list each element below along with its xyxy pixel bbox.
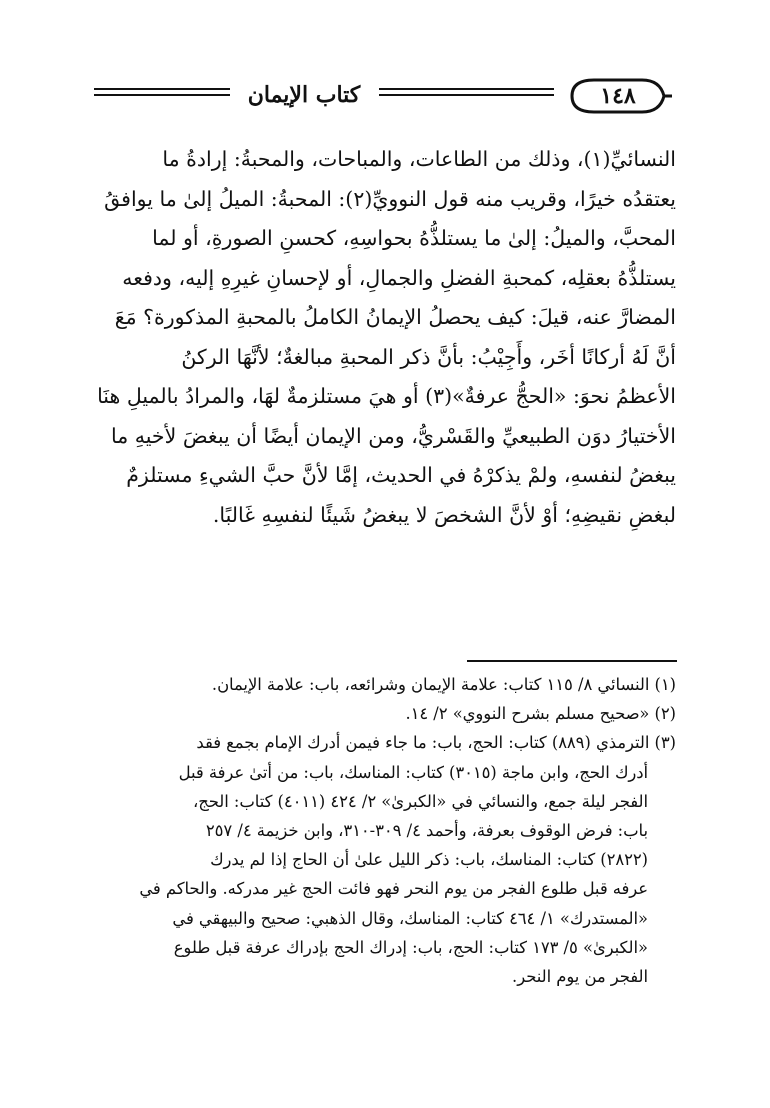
footnote-3: (٣) الترمذي (٨٨٩) كتاب: الحج، باب: ما جاء فيمن أدرك الإمام بجمع فقد [196,733,676,753]
header-rule [379,94,554,96]
footnote-3-continued: الفجر من يوم النحر. [512,966,648,986]
footnote-1: (١) النسائي ٨/ ١١٥ كتاب: علامة الإيمان وشرائعه، باب: علامة الإيمان. [211,675,676,694]
footnote-2: (٢) «صحيح مسلم بشرح النووي» ٢/ ١٤. [405,704,676,724]
footnote-3-continued: «الكبرىٰ» ٥/ ١٧٣ كتاب: الحج، باب: إدراك الحج بإدراك عرفة قبل طلوع [173,937,648,957]
footnote-3-continued: الفجر ليلة جمع، والنسائي في «الكبرىٰ» ٢/ ٤٢٤ (٤٠١١) كتاب: الحج، [193,791,648,811]
text-line: يستلذُّهُ بعقلِه، كمحبةِ الفضلِ والجمالِ، أو لإحسانِ غيرِهِ إليه، ودفعه [122,265,676,290]
text-line: الأختيارُ دوَن الطبيعيِّ والقَسْريُّ، ومن الإيمان أيضًا أن يبغضَ لأخيهِ ما [111,423,676,448]
text-line: لبغضِ نقيضِهِ؛ أوْ لأنَّ الشخصَ لا يبغضُ شَيئًا لنفسِهِ غَالبًا. [212,502,676,527]
footnote-3-continued: عرفه قبل طلوع الفجر من يوم النحر فهو فائت الحج غير مدركه. والحاكم في [139,879,648,899]
footnote-separator [467,660,677,662]
text-line: النسائيِّ(١)، وذلك من الطاعات، والمباحات، والمحبةُ: إرادةُ ما [162,147,676,171]
footnote-3-continued: باب: فرض الوقوف بعرفة، وأحمد ٤/ ٣٠٩-٣١٠، وابن خزيمة ٤/ ٢٥٧ [205,820,648,840]
text-line: يعتقدُه خيرًا، وقريب منه قول النوويِّ(٢): المحبةُ: الميلُ إلىٰ ما يوافقُ [104,186,676,211]
text-line: الأعظمُ نحوَ: «الحجُّ عرفةٌ»(٣) أو هيَ مستلزمةٌ لهَا، والمرادُ بالميلِ هنَا [97,384,676,408]
header-rule [379,88,554,90]
text-line: أنَّ لَهُ أركانًا أخَر، وأَجِيْبُ: بأنَّ ذكر المحبةِ مبالغةٌ؛ لأنَّهَا الركنُ [181,344,676,369]
running-header [94,76,672,120]
text-line: يبغضُ لنفسهِ، ولمْ يذكرْهُ في الحديث، إمَّا لأنَّ حبَّ الشيءِ مستلزمٌ [126,463,676,487]
header-rule [94,88,230,90]
page-number: ١٤٨ [600,83,636,109]
chapter-title: كتاب الإيمان [247,82,361,108]
footnotes [94,670,676,991]
header-rule [94,94,230,96]
text-line: المحبَّ، والميلُ: إلىٰ ما يستلذُّهُ بحواسِهِ، كحسنِ الصورةِ، أو لما [152,226,676,250]
footnote-3-continued: (٢٨٢٢) كتاب: المناسك، باب: ذكر الليل علىٰ أن الحاج إذا لم يدرك [210,850,648,870]
footnote-3-continued: أدرك الحج، وابن ماجة (٣٠١٥) كتاب: المناسك، باب: من أتىٰ عرفة قبل [178,762,648,782]
text-line: المضارَّ عنه، قيلَ: كيف يحصلُ الإيمانُ الكاملُ بالمحبةِ المذكورة؟ مَعَ [114,305,676,329]
page-number-badge [564,76,672,116]
footnote-3-continued: «المستدرك» ١/ ٤٦٤ كتاب: المناسك، وقال الذهبي: صحيح والبيهقي في [172,908,648,928]
main-text [94,140,676,535]
